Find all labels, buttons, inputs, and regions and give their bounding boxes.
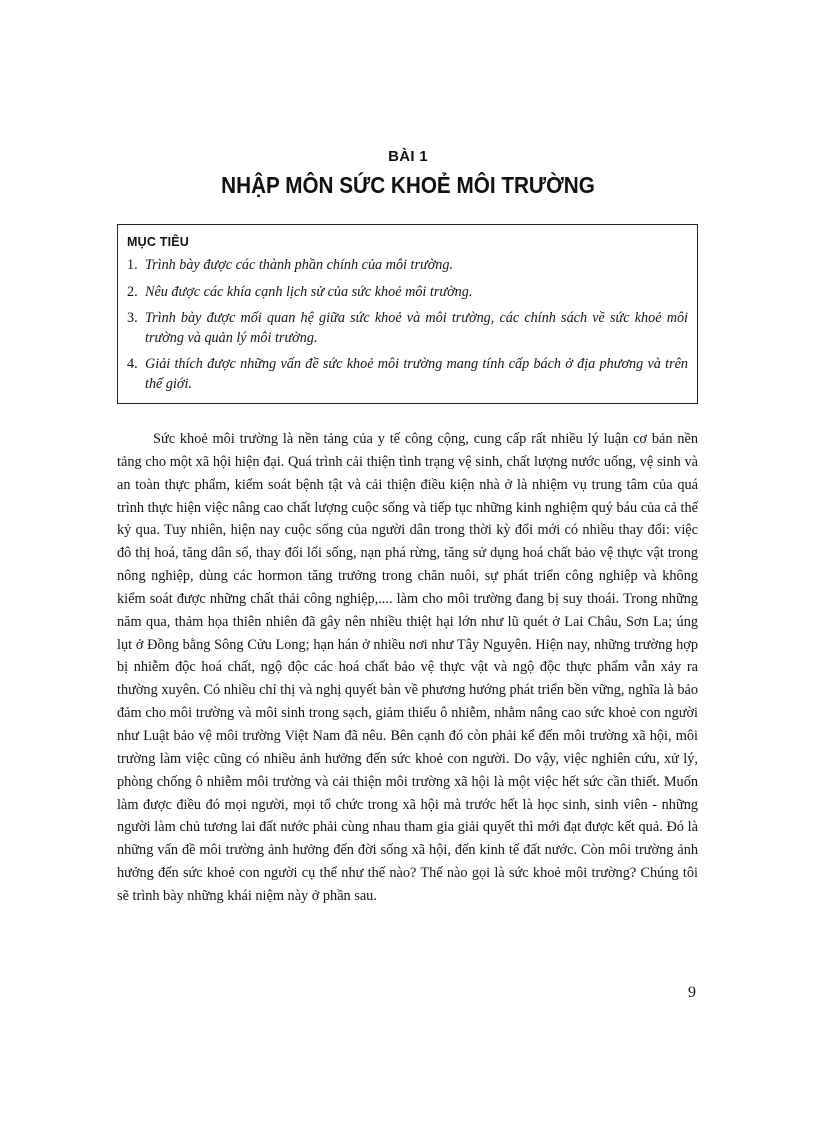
objective-text: Trình bày được mối quan hệ giữa sức khoẻ và môi trường, các chính sách về sức khoẻ môi trường và quản lý môi trường. [145,310,688,346]
page-number: 9 [688,984,696,1001]
objectives-box [117,224,698,404]
objective-text: Nêu được các khía cạnh lịch sử của sức khoẻ môi trường. [145,283,473,300]
objective-number: 3. [127,310,138,326]
objective-text: Giải thích được những vấn đề sức khoẻ môi trường mang tính cấp bách ở địa phương và trên thế giới. [145,356,688,392]
objectives-heading: MỤC TIÊU [127,235,190,249]
objective-item [127,355,688,394]
lesson-label: BÀI 1 [388,148,428,165]
objective-number: 1. [127,257,138,273]
body-paragraph: Sức khoẻ môi trường là nền tảng của y tế công cộng, cung cấp rất nhiều lý luận cơ bản nền tảng cho một xã hội hiện đại. Quá trình cải thiện tình trạng vệ sinh, chất lượng nước uống, vệ sinh và an toàn thực phẩm, kiểm soát bệnh tật và cải thiện điều kiện nhà ở là nhiệm vụ trung tâm của quá trình thực hiện việc nâng cao chất lượng cuộc sống và tiếp tục những kinh nghiệm quý báu của cả thế kỷ qua. Tuy nhiên, hiện nay cuộc sống của người dân trong thời kỳ đổi mới có nhiều thay đổi: việc đô thị hoá, tăng dân số, thay đổi lối sống, nạn phá rừng, tăng sử dụng hoá chất bảo vệ thực vật trong nông nghiệp, dùng các hormon tăng trưởng trong chăn nuôi, sự phát triển công nghiệp và không kiểm soát được những chất thải công nghiệp,.... làm cho môi trường đang bị suy thoái. Trong những năm qua, thảm họa thiên nhiên đã gây nên nhiều thiệt hại lớn như lũ quét ở Lai Châu, Sơn La; úng lụt ở Đồng bằng Sông Cửu Long; hạn hán ở nhiều nơi như Tây Nguyên. Hiện nay, những trường hợp bị nhiễm độc hoá chất, ngộ độc các hoá chất bảo vệ thực vật và ngộ độc thực phẩm vẫn xảy ra thường xuyên. Có nhiều chỉ thị và nghị quyết bàn về phương hướng phát triển bền vững, nghĩa là bảo đảm cho môi trường và môi sinh trong sạch, giảm thiểu ô nhiễm, nhằm nâng cao sức khoẻ con người như Luật bảo vệ môi trường Việt Nam đã nêu. Bên cạnh đó còn phải kể đến môi trường xã hội, môi trường làm việc cũng có nhiều ảnh hưởng đến sức khoẻ con người. Do vậy, việc nghiên cứu, xử lý, phòng chống ô nhiễm môi trường và cải thiện môi trường xã hội là một việc hết sức cần thiết. Muốn làm được điều đó mọi người, mọi tổ chức trong xã hội mà trước hết là học sinh, sinh viên - những người làm chủ tương lai đất nước phải cùng nhau tham gia giải quyết thì mới đạt được kết quả. Đó là những vấn đề môi trường ảnh hưởng đến đời sống xã hội, đến kinh tế đất nước. Còn môi trường ảnh hưởng đến sức khoẻ con người cụ thể như thế nào? Thế nào gọi là sức khoẻ môi trường? Chúng tôi sẽ trình bày những khái niệm này ở phần sau. [117,431,698,904]
objective-item [127,283,688,303]
objective-text: Trình bày được các thành phần chính của môi trường. [145,257,454,273]
objective-number: 4. [127,356,138,372]
lesson-title: NHẬP MÔN SỨC KHOẺ MÔI TRƯỜNG [221,172,595,198]
objective-number: 2. [127,283,138,300]
objective-item [127,256,688,276]
objective-item [127,309,688,348]
